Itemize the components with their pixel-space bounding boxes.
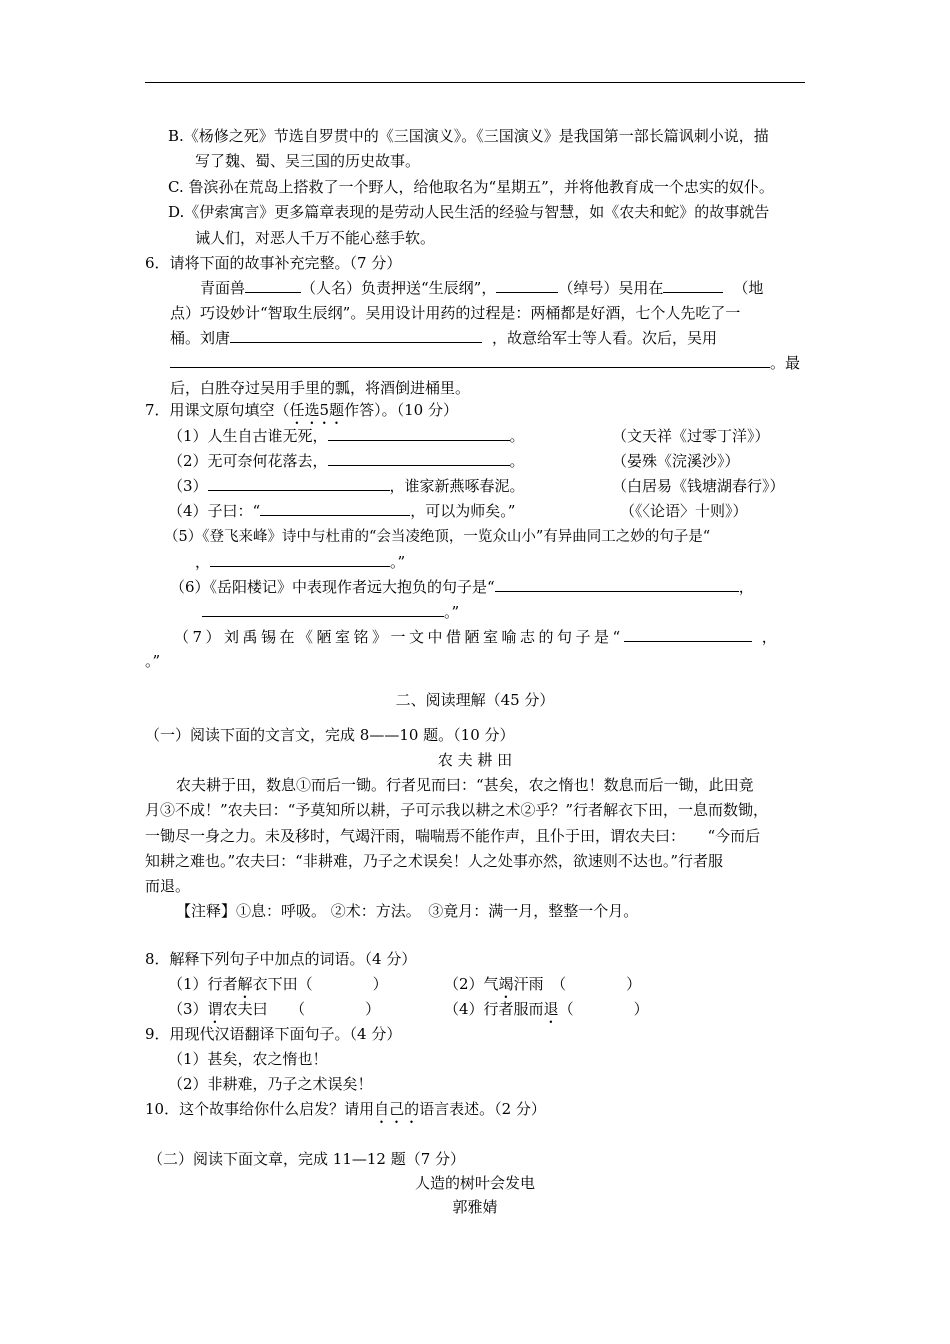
section-heading: 二、阅读理解（45 分） [395,691,555,709]
q8-emphasis: 解 [237,975,253,993]
q7-text: ，谁家新燕啄春泥。 [389,477,525,495]
article-title: 人造的树叶会发电 [414,1174,535,1192]
q8-emphasis: 谓 [207,1000,223,1018]
q6-line3 [170,328,717,348]
q6-title: 6．请将下面的故事补充完整。（7 分） [145,254,402,272]
q7-text: （4）子曰：“ [168,502,261,520]
q7-blank-7[interactable] [624,627,752,642]
q7-title-text: 作答）。（10 分） [344,401,458,419]
q7-text: ， [761,628,781,646]
q5-option-b-line2: 写了魏、蜀、吴三国的历史故事。 [195,152,421,170]
q7-blank-4[interactable] [260,501,410,516]
q6-blank-place[interactable] [663,278,723,293]
q7-text: 。 [509,427,525,445]
q7-item-4 [168,501,515,521]
q10-text: 10．这个故事给你什么启发？请用 [145,1100,375,1118]
q6-line1 [200,278,763,298]
q5-option-b-line1: B.《杨修之死》节选自罗贯中的《三国演义》。《三国演义》是我国第一部长篇讽刺小说，描 [168,127,769,145]
q6-blank-name[interactable] [245,278,301,293]
q7-title [145,400,458,428]
q7-item-2 [168,451,525,471]
passage-line5: 而退。 [145,877,191,895]
q8-emphasis: 竭 [498,975,514,993]
passage-title: 农 夫 耕 田 [437,751,513,769]
q9-sentence-1: （1）甚矣，农之惰也！ [168,1050,328,1068]
q8-text: （3） [168,1000,208,1018]
q6-line5: 后，白胜夺过吴用手里的瓢，将酒倒进桶里。 [170,379,471,397]
q7-text: ， [738,578,754,596]
q7-source-4: （《〈论语〉十则》） [620,502,748,520]
q7-text: 。 [509,452,525,470]
q7-text: （2）无可奈何花落去， [168,452,328,470]
q7-blank-3[interactable] [208,476,390,491]
header-rule [145,82,805,83]
q7-text: ，可以为师矣。” [410,502,516,520]
q7-blank-6a[interactable] [495,577,739,592]
q8-text: 汗雨 （ ） [513,975,642,993]
q7-item-1 [168,426,525,446]
q8-text: 农夫曰 （ ） [222,1000,381,1018]
q6-line2: 点）巧设妙计“智取生辰纲”。吴用设计用药的过程是：两桶都是好酒，七个人先吃了一 [170,304,741,322]
q8-emphasis: 退 [543,1000,559,1018]
q8-text: （4）行者服而 [444,1000,544,1018]
q8-title: 8．解释下列句子中加点的词语。（4 分） [145,950,417,968]
q7-title-emphasis: 任选5题 [289,401,345,419]
q6-text: ，故意给军士等人看。次后，吴用 [492,329,718,347]
q6-blank-nickname[interactable] [496,278,558,293]
q9-title: 9．用现代汉语翻译下面句子。（4 分） [145,1025,402,1043]
q7-item-5-line1: （5）《登飞来峰》诗中与杜甫的“会当凌绝顶，一览众山小”有异曲同工之妙的句子是“ [164,529,711,545]
q6-text: （绰号）吴用在 [558,279,664,297]
q7-source-2: （晏殊《浣溪沙》） [612,452,740,470]
q7-text: （3） [168,477,208,495]
q8-text: （1）行者 [168,975,238,993]
passage-line3: 一锄尽一身之力。未及移时，气竭汗雨，喘喘焉不能作声，且仆于田，谓农夫曰： “今而后 [145,827,761,845]
q7-text: （1）人生自古谁无死， [168,427,328,445]
q8-item-1 [168,974,388,1002]
q10-emphasis: 自己的 [374,1100,420,1118]
q7-blank-1[interactable] [328,426,510,441]
q8-item-2 [444,974,641,1002]
part1-heading: （一）阅读下面的文言文，完成 8——10 题。（10 分） [145,726,515,744]
passage-line1: 农夫耕于田，数息①而后一锄。行者见而曰：“甚矣，农之惰也！数息而后一锄，此田竟 [176,776,754,794]
q6-text: 青面兽 [200,279,246,297]
q7-item-7-line1 [174,627,780,647]
q5-option-d-line1: D.《伊索寓言》更多篇章表现的是劳动人民生活的经验与智慧，如《农夫和蛇》的故事就告 [168,203,770,221]
q6-text: 桶。刘唐 [170,329,231,347]
q7-blank-2[interactable] [328,451,510,466]
q6-text: 。最 [770,354,801,372]
part2-heading: （二）阅读下面文章，完成 11—12 题（7 分） [148,1150,466,1168]
q7-source-1: （文天祥《过零丁洋》） [612,427,770,445]
q8-item-4 [444,999,649,1027]
q10-title [145,1099,546,1127]
q7-text: （7）刘禹锡在《陋室铭》一文中借陋室喻志的句子是“ [174,628,624,646]
q7-item-5-line2 [195,552,405,572]
q7-text: 。” [390,553,406,571]
passage-note: 【注释】①息：呼吸。 ②术：方法。 ③竟月：满一月，整整一个月。 [176,902,639,920]
q7-source-3: （白居易《钱塘湖春行》） [612,477,785,495]
q6-text: （地 [733,279,764,297]
q6-text: （人名）负责押送“生辰纲”， [301,279,497,297]
q7-item-6-line1 [170,577,754,597]
q7-item-7-line2: 。” [145,652,161,670]
q7-title-text: 7．用课文原句填空（ [145,401,290,419]
q7-item-3 [168,476,525,496]
q7-text: （6）《岳阳楼记》中表现作者远大抱负的句子是“ [170,578,495,596]
q7-text: 。” [444,603,460,621]
q6-blank-wuyong[interactable] [170,353,770,368]
q5-option-c: C. 鲁滨孙在荒岛上搭救了一个野人，给他取名为“星期五”，并将他教育成一个忠实的奴仆。 [168,178,774,196]
q7-item-6-line2 [202,602,459,622]
q7-blank-6b[interactable] [202,602,444,617]
q5-option-d-line2: 诫人们，对恶人千万不能心慈手软。 [195,229,436,247]
passage-line2: 月③不成！”农夫曰：“予莫知所以耕，子可示我以耕之术②乎？”行者解衣下田，一息而数锄， [145,801,769,819]
q6-blank-liutang[interactable] [230,328,482,343]
q7-text: ， [195,553,211,571]
q8-text: （2）气 [444,975,499,993]
q10-text: 语言表述。（2 分） [419,1100,546,1118]
q9-sentence-2: （2）非耕难，乃子之术误矣！ [168,1075,373,1093]
q8-item-3 [168,999,380,1027]
q8-text: （ ） [558,1000,649,1018]
q7-blank-5[interactable] [210,552,390,567]
passage-line4: 知耕之难也。”农夫曰：“非耕难，乃子之术误矣！人之处事亦然，欲速则不达也。”行者服 [145,852,724,870]
q8-text: 衣下田（ ） [252,975,388,993]
q6-line4 [170,353,800,373]
article-author: 郭雅婧 [452,1198,498,1216]
